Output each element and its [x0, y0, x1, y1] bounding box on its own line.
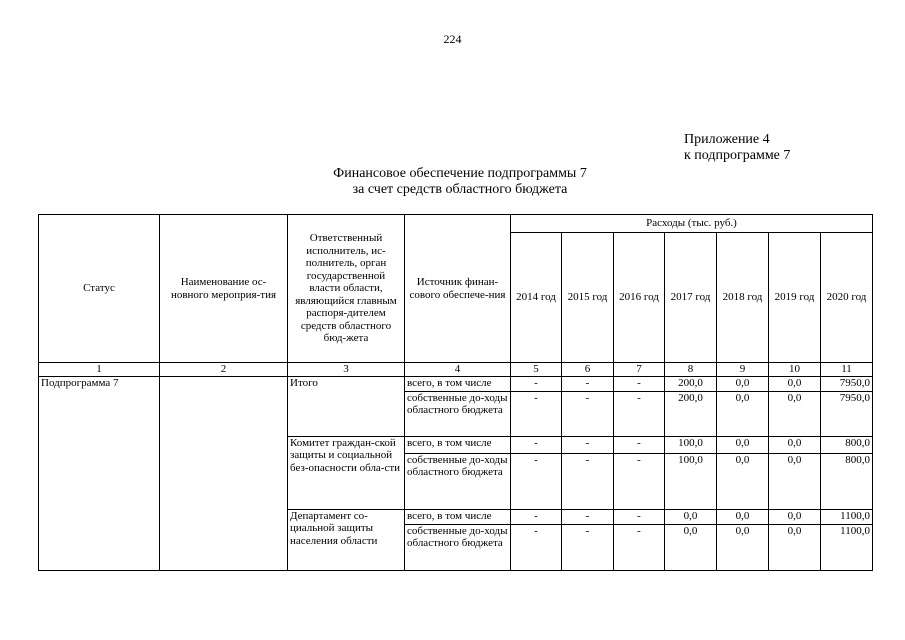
header-responsible: Ответственный исполнитель, ис-полнитель, орган государственной власти области, являющийся главным распоря-дителем средств областного бюд-жета — [288, 215, 405, 363]
header-year-3: 2017 год — [665, 233, 717, 363]
title-line-1: Финансовое обеспечение подпрограммы 7 — [333, 166, 587, 181]
value-cell: - — [614, 376, 665, 391]
responsible-cell: Департамент со-циальной защиты населения области — [288, 509, 405, 570]
value-cell: - — [562, 376, 614, 391]
column-number-3: 3 — [288, 363, 405, 377]
header-row-1 — [39, 215, 873, 233]
value-cell: - — [562, 509, 614, 524]
column-number-4: 4 — [405, 363, 511, 377]
value-cell: 7950,0 — [821, 391, 873, 436]
value-cell: 0,0 — [769, 453, 821, 509]
table-row — [39, 376, 873, 391]
value-cell: - — [511, 376, 562, 391]
value-cell: - — [562, 436, 614, 453]
value-cell: - — [511, 453, 562, 509]
value-cell: 200,0 — [665, 376, 717, 391]
value-cell: - — [614, 509, 665, 524]
value-cell: - — [511, 436, 562, 453]
source-cell: собственные до-ходы областного бюджета — [405, 524, 511, 570]
value-cell: 0,0 — [665, 524, 717, 570]
header-year-4: 2018 год — [717, 233, 769, 363]
responsible-cell: Итого — [288, 376, 405, 436]
column-number-8: 8 — [665, 363, 717, 377]
source-cell: собственные до-ходы областного бюджета — [405, 391, 511, 436]
value-cell: 0,0 — [769, 376, 821, 391]
header-status: Статус — [39, 215, 160, 363]
page-number: 224 — [443, 32, 462, 46]
value-cell: 0,0 — [769, 509, 821, 524]
value-cell: - — [511, 391, 562, 436]
column-number-7: 7 — [614, 363, 665, 377]
value-cell: 0,0 — [717, 509, 769, 524]
appendix-line-1: Приложение 4 — [684, 132, 770, 147]
header-name: Наименование ос-новного мероприя-тия — [160, 215, 288, 363]
header-expenses: Расходы (тыс. руб.) — [511, 215, 873, 233]
value-cell: - — [614, 453, 665, 509]
document-title — [260, 166, 660, 198]
status-cell: Подпрограмма 7 — [39, 376, 160, 570]
value-cell: 200,0 — [665, 391, 717, 436]
responsible-cell: Комитет граждан-ской защиты и социальной без-опасности обла-сти — [288, 436, 405, 509]
value-cell: 0,0 — [717, 391, 769, 436]
name-cell — [160, 376, 288, 570]
value-cell: 7950,0 — [821, 376, 873, 391]
column-number-11: 11 — [821, 363, 873, 377]
header-year-1: 2015 год — [562, 233, 614, 363]
value-cell: 800,0 — [821, 453, 873, 509]
value-cell: 0,0 — [769, 391, 821, 436]
value-cell: 0,0 — [717, 436, 769, 453]
column-number-9: 9 — [717, 363, 769, 377]
column-number-2: 2 — [160, 363, 288, 377]
value-cell: - — [511, 524, 562, 570]
column-number-6: 6 — [562, 363, 614, 377]
value-cell: 800,0 — [821, 436, 873, 453]
value-cell: 100,0 — [665, 453, 717, 509]
column-number-10: 10 — [769, 363, 821, 377]
financing-table — [38, 214, 873, 571]
value-cell: - — [511, 509, 562, 524]
column-numbers-row — [39, 363, 873, 377]
value-cell: 0,0 — [769, 436, 821, 453]
column-number-5: 5 — [511, 363, 562, 377]
column-number-1: 1 — [39, 363, 160, 377]
title-line-2: за счет средств областного бюджета — [352, 182, 568, 197]
source-cell: собственные до-ходы областного бюджета — [405, 453, 511, 509]
value-cell: 1100,0 — [821, 509, 873, 524]
value-cell: - — [562, 391, 614, 436]
header-source: Источник финан-сового обеспече-ния — [405, 215, 511, 363]
header-year-5: 2019 год — [769, 233, 821, 363]
header-year-6: 2020 год — [821, 233, 873, 363]
value-cell: - — [562, 524, 614, 570]
value-cell: 0,0 — [769, 524, 821, 570]
appendix-caption — [684, 132, 790, 164]
value-cell: 0,0 — [717, 376, 769, 391]
source-cell: всего, в том числе — [405, 376, 511, 391]
value-cell: 0,0 — [665, 509, 717, 524]
value-cell: - — [614, 524, 665, 570]
value-cell: - — [614, 436, 665, 453]
header-year-0: 2014 год — [511, 233, 562, 363]
header-year-2: 2016 год — [614, 233, 665, 363]
source-cell: всего, в том числе — [405, 509, 511, 524]
source-cell: всего, в том числе — [405, 436, 511, 453]
value-cell: - — [614, 391, 665, 436]
value-cell: 0,0 — [717, 524, 769, 570]
value-cell: - — [562, 453, 614, 509]
value-cell: 100,0 — [665, 436, 717, 453]
appendix-line-2: к подпрограмме 7 — [684, 148, 791, 163]
value-cell: 0,0 — [717, 453, 769, 509]
value-cell: 1100,0 — [821, 524, 873, 570]
